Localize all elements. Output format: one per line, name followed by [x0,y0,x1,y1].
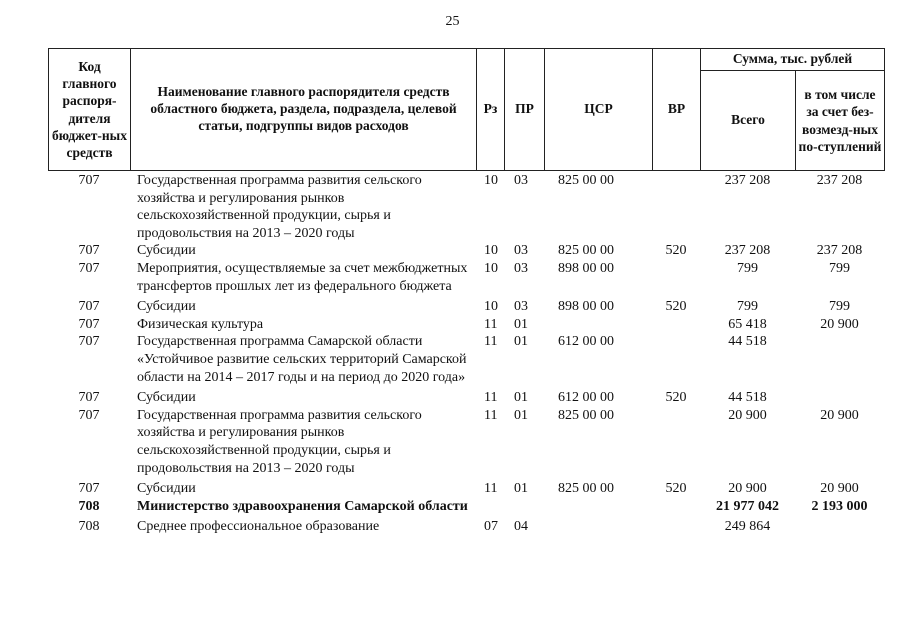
header-vr: ВР [653,49,701,171]
row-code: 707 [78,243,100,259]
row-vr [652,333,700,386]
row-pr: 01 [514,481,528,497]
row-csr: 825 00 00 [558,481,614,497]
row-name: Субсидии [137,299,196,315]
row-vr [652,172,700,242]
table-row [48,333,884,386]
row-csr: 898 00 00 [558,299,614,315]
row-total: 44 518 [728,334,767,350]
row-free [795,333,884,386]
row-rz: 10 [484,299,498,315]
header-csr: ЦСР [545,49,653,171]
header-rz: Рз [477,49,505,171]
row-vr: 520 [665,481,687,497]
row-code: 707 [78,390,100,406]
row-pr: 03 [514,173,528,188]
row-vr [652,316,700,334]
page-number: 25 [445,14,460,29]
row-free: 799 [829,260,850,276]
row-code: 707 [78,481,100,497]
row-name: Государственная программа развития сельского хозяйства и регулирования рынков сельскохозяйственной продукции, сырья и продовольствия на 2013 – 2020 годы [137,407,422,476]
header-code: Код главного распоря-дителя бюджет-ных средств [49,49,131,171]
row-name: Министерство здравоохранения Самарской области [137,498,468,514]
row-rz [476,498,504,516]
row-code: 707 [78,260,100,276]
row-free [795,515,884,536]
row-free: 20 900 [820,316,859,332]
row-csr [544,515,652,536]
header-pr: ПР [505,49,545,171]
row-free [795,386,884,407]
row-code: 707 [78,173,100,188]
row-name: Среднее профессиональное образование [137,519,380,535]
row-code: 707 [78,299,100,315]
row-name: Физическая культура [137,316,264,332]
row-free: 237 208 [816,243,863,259]
row-csr: 825 00 00 [558,243,614,259]
table-row [48,407,884,477]
header-total: Всего [701,71,796,171]
row-name: Государственная программа развития сельского хозяйства и регулирования рынков сельскохозяйственной продукции, сырья и продовольствия на 2013 – 2020 годы [137,173,422,241]
row-csr: 825 00 00 [558,407,614,423]
table-row [48,477,884,498]
row-rz: 07 [484,519,498,535]
table-body [48,172,884,536]
row-name: Субсидии [137,243,196,259]
row-name: Субсидии [137,390,196,406]
row-total: 65 418 [728,316,767,332]
row-pr: 01 [514,390,528,406]
row-csr: 898 00 00 [558,260,614,276]
table-row [48,498,884,516]
header-name: Наименование главного распорядителя средств областного бюджета, раздела, подраздела, целевой статьи, подгруппы видов расходов [131,49,477,171]
row-vr: 520 [665,390,687,406]
row-rz: 11 [484,390,498,406]
row-free: 20 900 [820,407,859,423]
row-pr: 01 [514,407,528,423]
row-csr [544,498,652,516]
row-total: 237 208 [724,173,771,188]
row-csr: 612 00 00 [558,390,614,406]
row-csr: 612 00 00 [558,334,614,350]
row-total: 20 900 [728,407,767,423]
row-rz: 10 [484,173,498,188]
row-vr [652,407,700,477]
row-code: 708 [78,498,100,514]
row-rz: 11 [484,407,498,423]
row-vr [652,498,700,516]
row-pr: 01 [514,334,528,350]
row-rz: 10 [484,243,498,259]
header-sum: Сумма, тыс. рублей [701,49,885,71]
row-code: 707 [78,334,100,350]
table-row [48,386,884,407]
row-code: 707 [78,407,100,423]
row-pr: 03 [514,260,528,276]
row-csr: 825 00 00 [558,173,614,188]
row-name: Государственная программа Самарской области «Устойчивое развитие сельских территорий Самарской области на 2014 – 2017 годы и на период до 2020 года» [137,334,467,385]
row-name: Мероприятия, осуществляемые за счет межбюджетных трансфертов прошлых лет из федерального бюджета [137,260,468,294]
row-vr: 520 [665,299,687,315]
table-row [48,242,884,260]
row-pr: 04 [514,519,528,535]
row-free: 2 193 000 [811,498,868,514]
row-vr [652,260,700,295]
row-vr [652,515,700,536]
table-row [48,515,884,536]
row-code: 708 [78,519,100,535]
row-free: 237 208 [816,173,863,188]
row-total: 20 900 [728,481,767,497]
row-total: 799 [737,260,758,276]
row-free: 20 900 [820,481,859,497]
row-total: 799 [737,299,758,315]
row-total: 237 208 [724,243,771,259]
row-total: 44 518 [728,390,767,406]
table-row [48,316,884,334]
row-name: Субсидии [137,481,196,497]
row-pr: 01 [514,316,528,332]
table-header [48,48,885,171]
row-pr: 03 [514,243,528,259]
row-rz: 11 [484,316,498,332]
table-row [48,260,884,295]
row-total: 249 864 [724,519,771,535]
row-total: 21 977 042 [716,498,779,514]
row-free: 799 [829,299,850,315]
row-vr: 520 [665,243,687,259]
row-code: 707 [78,316,100,332]
row-rz: 10 [484,260,498,276]
row-pr: 03 [514,299,528,315]
table-row [48,295,884,316]
table-row [48,172,884,242]
row-pr [504,498,544,516]
row-csr [544,316,652,334]
header-free: в том числе за счет без-возмезд-ных по-ступлений [796,71,885,171]
row-rz: 11 [484,481,498,497]
row-rz: 11 [484,334,498,350]
